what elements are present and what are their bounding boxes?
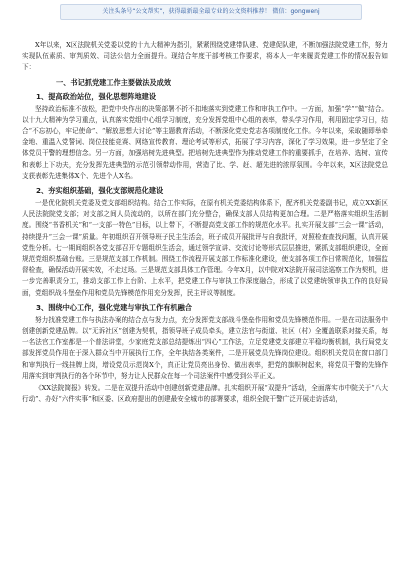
- section-heading: 一、书记抓党建工作主要做法及成效: [56, 77, 172, 87]
- paragraph-1-1: 坚持政治标准不放松，把党中央作出的决策部署不折不扣地落实到党建工作和审执工作中。一方面，加强“学”“做”结合。以十九大精神为学习重点，认真落实党组中心组学习制度，充分发挥党组中心组的表率，带头学习作用，利用固定学习日，结合“不忘初心，牢记使命”、“解放思想大讨论”等主题教育活动，不断深化党史党志各项制度化工作。今年以来，采取随即举牵金地、重温入党誓词、岗位技能竞赛、网络宣传教育、理论考试等形式，拓展了学习内容，深化了学习效果，进一步坚定了全体党员干警的理想信念。另一方面，加强培树先进典型。把培树先进典型作为推动党建工作的重要抓手，在培养、选树、宣传和表彰上下功夫，充分发挥先进典型的示范引领带动作用，营造了比、学、赶、超先进的浓厚氛围。今年以来，X区法院党总支获表彰先进集体X个、先进个人X名。: [22, 104, 388, 180]
- intro-paragraph: X年以来，X区法院机关党委以党的十九大精神为指引，紧紧围绕党建带队建、党建促队建，不断加强法院党建工作，努力实现队伍素质、审判质效、司法公信力全面提升。现结合年度干部考核工作要求，将本人一年来履责党建工作的情况报告如下：: [22, 41, 388, 72]
- paragraph-3-1: 努力找准党建工作与执法办案的结合点与发力点，充分发挥党支部战斗堡垒作用和党员先锋模范作用。一是在司法服务中创建创新党建品牌。以“无诉社区”创建为契机，指领导班子成员牵头，建立法官与街道、社区（村）全覆盖联系对接关系，每一名法官工作室都是一个普法讲堂，少家庭党支部总结提炼出“四心”工作法，立足党建党支部建立平稳均衡机制，执行局党支部发挥党员作用在于深入群众当中开展执行工作，全年执结各类案件，二是开展党员先锋岗位建设。组织机关党员在窗口部门和审判执行一线挂牌上岗，增设党员示范岗X个，真正让党员亮出身份、做出表率，把党的旗帜树起来，将党员干警的先锋作用落实到审判执行的各个环节中，努力让人民群众在每一个司法案件中感受到公平正义。: [22, 315, 388, 380]
- paragraph-3-2: 《XX法院简报》转发。二是在双提升活动中创建创新党建品牌。扎实组织开展“双提升”活动，全面落实市中院关于“八大行动”、办好“六件实事”和区委、区政府提出的创建最安全城市的部署要求，组织全院干警广泛开展走访活动，: [22, 384, 388, 404]
- promo-banner[interactable]: 关注头条号“公文帮实”，获得最新最全最专业的公文资料推荐！ 微信：gongwenj: [60, 4, 362, 20]
- paragraph-2-1: 一是优化院机关党委及党支部组织结构。结合工作实际，在原有机关党委结构体系下，配齐机关党委副书记，成立XX新区人民法院院党支部；对支部之间人员流动的，以所在部门充分整合，确保支部人员结构更加合理。二是严格落实组织生活制度。围绕“书香机关”和“一支部一特色”目标，以上带下，不断提高党支部工作的规范化水平。扎实开展支部“三会一课”活动，持续提升“三会一课”质量。年初组织召开领导班子民主生活会，班子成员开展批评与自我批评，对照检查查找问题，认真开展党性分析。七一期间组织各党支部召开专题组织生活会，通过领学宣讲、交流讨论等形式层层推进，紧抓支部组织建设，全面规范党组织基础台账。三是规范支部工作机制。围绕工作流程开展支部工作标准化建设，使支部各项工作日常规范化，加强监督检查，确保活动开展实效，不走过场。三是规范支部具体工作管理。今年X月，以中院对X法院开展司法巡察工作为契机，进一步完善职责分工，推动支部工作上台阶、上水平，把党建工作与审执工作深度融合，形成了以党建统领审执工作的良好局面，党组织战斗堡垒作用和党员先锋模范作用充分发挥，民主评议等制度。: [22, 199, 388, 297]
- subsection-title-3: 3、围绕中心工作，强化党建与审执工作有机融合: [36, 302, 192, 312]
- subsection-title-1: 1、提高政治站位，强化思想阵地建设: [36, 91, 157, 101]
- document-body: [22, 40, 388, 406]
- subsection-title-2: 2、夯实组织基础，强化支部规范化建设: [36, 186, 164, 196]
